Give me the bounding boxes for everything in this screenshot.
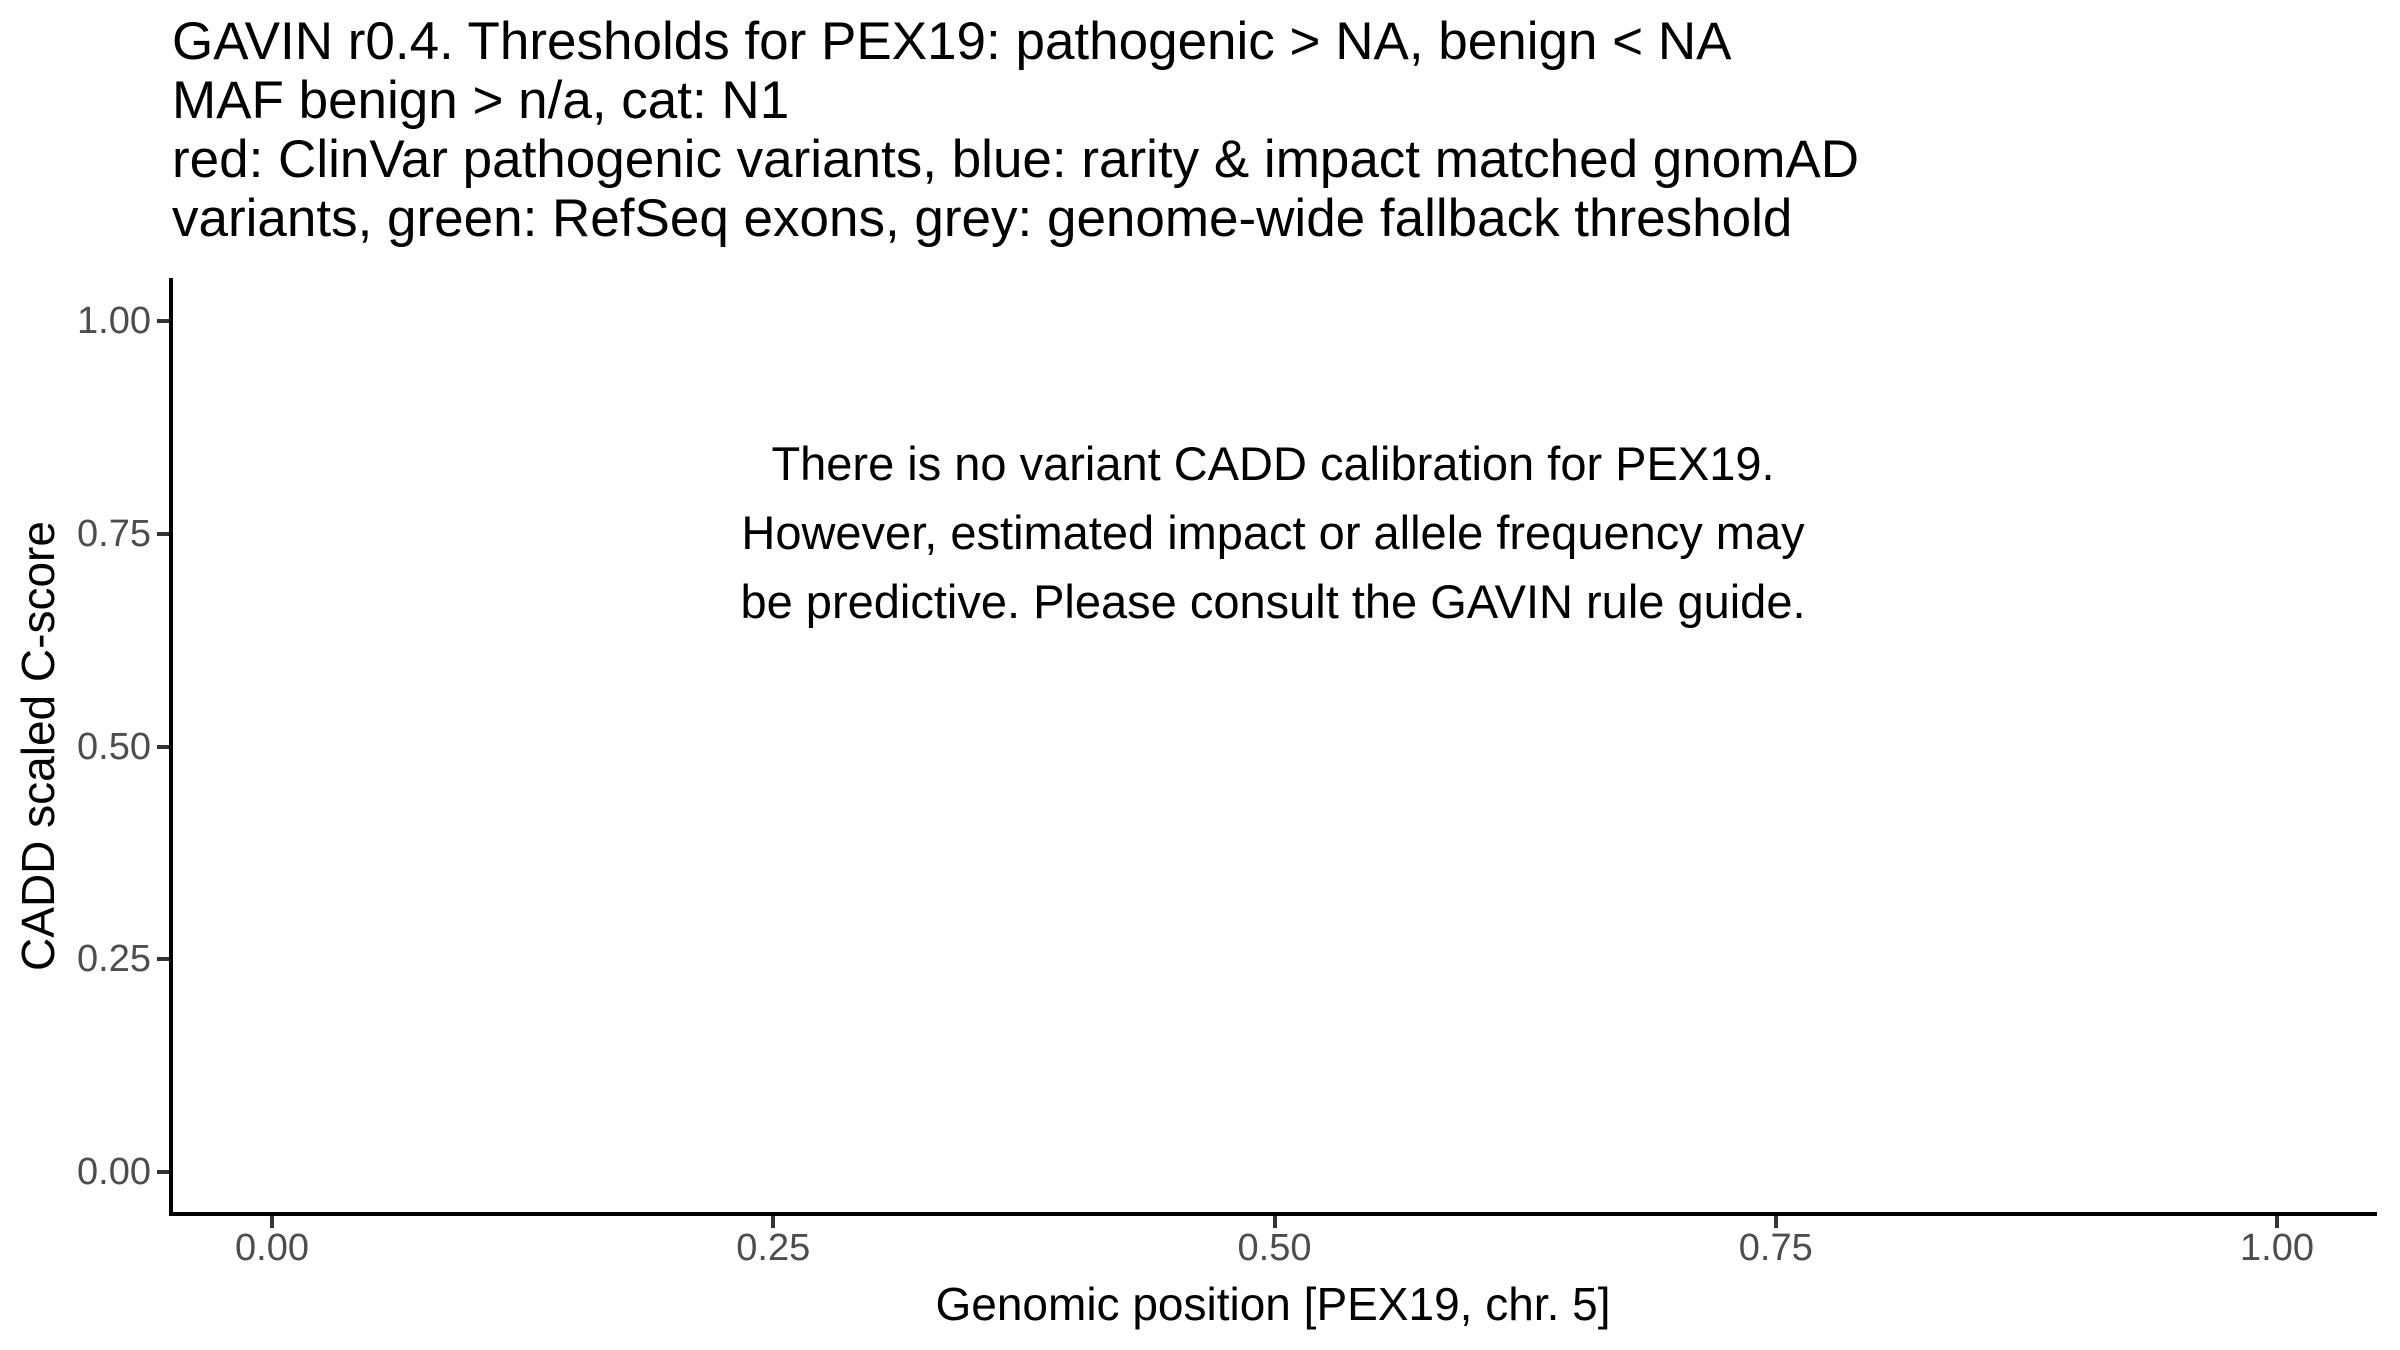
plot-title-line-2: MAF benign > n/a, cat: N1 [172, 71, 790, 130]
y-axis-title: CADD scaled C-score [12, 521, 64, 971]
y-tick-mark [157, 957, 169, 961]
y-tick-mark [157, 319, 169, 323]
x-tick-label: 0.00 [235, 1227, 309, 1269]
plot-title-line-1: GAVIN r0.4. Thresholds for PEX19: pathogenic > NA, benign < NA [172, 12, 1732, 71]
annotation-line-2: However, estimated impact or allele frequency may [741, 506, 1805, 559]
y-tick-label: 1.00 [77, 300, 151, 342]
x-axis-title: Genomic position [PEX19, chr. 5] [935, 1278, 1611, 1330]
x-tick-label: 0.25 [736, 1227, 811, 1269]
y-tick-label: 0.00 [77, 1151, 151, 1193]
x-tick-label: 0.50 [1237, 1227, 1312, 1269]
y-tick-label: 0.75 [77, 512, 151, 555]
y-tick-label: 0.50 [77, 725, 151, 768]
plot-title-line-3: red: ClinVar pathogenic variants, blue: rarity & impact matched gnomAD [172, 130, 1859, 189]
annotation-text [169, 429, 2377, 636]
y-tick-mark [157, 1170, 169, 1174]
plot-title-line-4: variants, green: RefSeq exons, grey: genome-wide fallback threshold [172, 189, 1793, 248]
x-tick-label: 0.75 [1738, 1227, 1813, 1269]
plot-panel [169, 278, 2377, 1216]
annotation-line-3: be predictive. Please consult the GAVIN rule guide. [740, 575, 1806, 628]
annotation-line-1: There is no variant CADD calibration for PEX19. [771, 437, 1775, 490]
y-tick-mark [157, 532, 169, 536]
y-tick-label: 0.25 [77, 938, 151, 981]
x-tick-label: 1.00 [2240, 1227, 2314, 1269]
plot-title [172, 12, 1859, 248]
y-tick-mark [157, 745, 169, 749]
